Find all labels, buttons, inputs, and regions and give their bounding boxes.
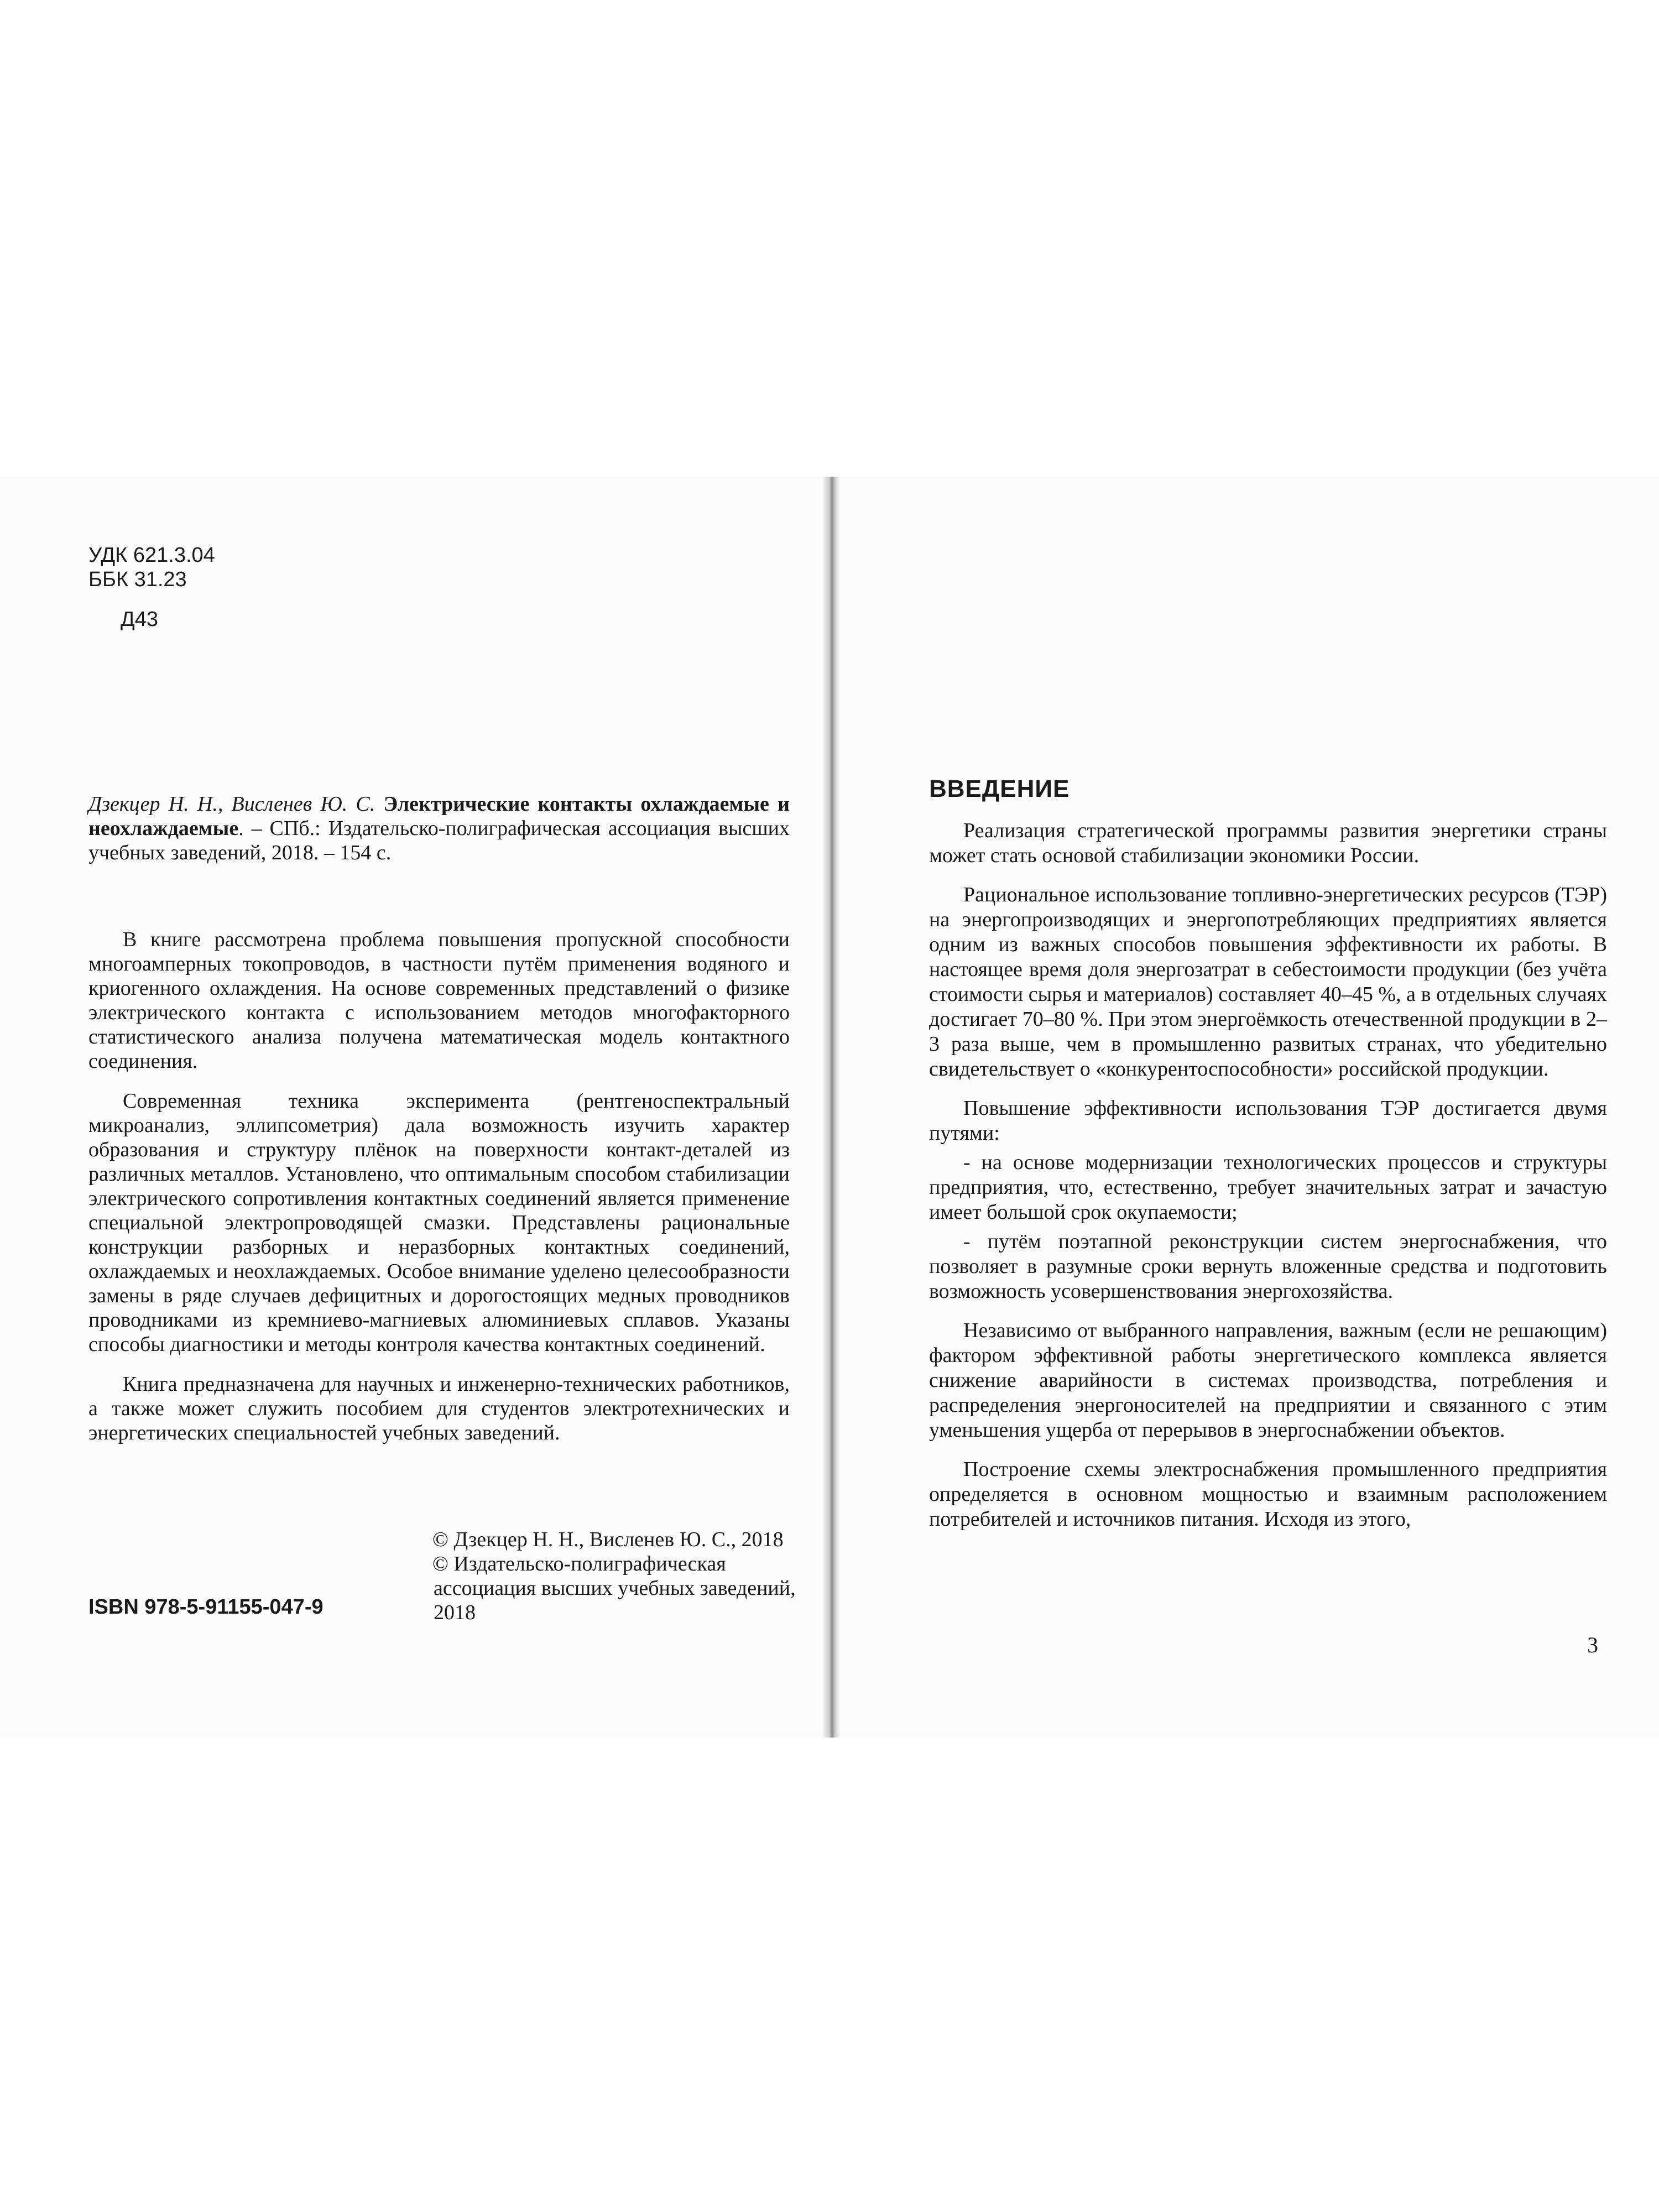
- citation-authors: Дзекцер Н. Н., Висленев Ю. С.: [88, 792, 375, 816]
- copyright-year: 2018: [434, 1601, 476, 1624]
- abstract-paragraph: Книга предназначена для научных и инженерно-технических работников, а также может служить пособием для студентов электротехнических и энергетических специальностей учебных заведений.: [88, 1373, 790, 1444]
- isbn: ISBN 978-5-91155-047-9: [88, 1595, 324, 1619]
- list-item: - на основе модернизации технологических процессов и структуры предприятия, что, естественно, требует значительных затрат и зачастую имеет большой срок окупаемости;: [929, 1151, 1607, 1224]
- body-paragraph: Независимо от выбранного направления, важным (если не решающим) фактором эффективной работы энергетического комплекса является снижение аварийности в системах производства, потребления и распределения энергоносителей на предприятии и связанного с этим уменьшения ущерба от перерывов в энергоснабжении объектов.: [929, 1319, 1607, 1442]
- body-paragraph: Рациональное использование топливно-энергетических ресурсов (ТЭР) на энергопроизводящих и энергопотребляющих предприятиях является одним из важных способов повышения эффективности их работы. В настоящее время доля энергозатрат в себестоимости продукции (без учёта стоимости сырья и материалов) составляет 40–45 %, а в отдельных случаях достигает 70–80 %. При этом энергоёмкость отечественной продукции в 2–3 раза выше, чем в промышленно развитых странах, что убедительно свидетельствует о «конкурентоспособности» российской продукции.: [929, 883, 1607, 1081]
- book-spine: [823, 477, 839, 1738]
- copyright-block: [432, 1527, 797, 1625]
- chapter-heading: ВВЕДЕНИЕ: [929, 775, 1070, 802]
- body-paragraph: Построение схемы электроснабжения промышленного предприятия определяется в основном мощностью и взаимным расположением потребителей и источников питания. Исходя из этого,: [929, 1458, 1607, 1531]
- citation-title: Электрические контакты охлаждаемые и неохлаждаемые: [88, 792, 790, 840]
- chapter-body: [929, 818, 1607, 1546]
- copyright-publisher: © Издательско-полиграфическая: [432, 1552, 726, 1575]
- copyright-authors: © Дзекцер Н. Н., Висленев Ю. С., 2018: [432, 1528, 784, 1551]
- bibliographic-citation: [88, 792, 790, 865]
- body-paragraph: Реализация стратегической программы развития энергетики страны может стать основой стабилизации экономики России.: [929, 819, 1607, 867]
- abstract: [88, 927, 790, 1460]
- bbk-code: ББК 31.23: [88, 568, 187, 591]
- left-page: [0, 477, 823, 1738]
- right-page: [839, 477, 1659, 1738]
- body-paragraph: Повышение эффективности использования ТЭР достигается двумя путями:: [929, 1097, 1607, 1145]
- author-code: Д43: [121, 608, 159, 631]
- copyright-publisher-cont: ассоциация высших учебных заведений,: [434, 1577, 796, 1600]
- udk-code: УДК 621.3.04: [88, 544, 215, 567]
- page-number: 3: [1587, 1632, 1598, 1657]
- citation-publisher: . – СПб.: Издательско-полиграфическая ассоциация высших учебных заведений, 2018. – 154 с.: [88, 817, 790, 864]
- abstract-paragraph: Современная техника эксперимента (рентгеноспектральный микроанализ, эллипсометрия) дала возможность изучить характер образования и структуру плёнок на поверхности контакт-деталей из различных металлов. Установлено, что оптимальным способом стабилизации электрического сопротивления контактных соединений является применение специальной электропроводящей смазки. Представлены рациональные конструкции разборных и неразборных контактных соединений, охлаждаемых и неохлаждаемых. Особое внимание уделено целесообразности замены в ряде случаев дефицитных и дорогостоящих медных проводников проводниками из кремниево-магниевых алюминиевых сплавов. Указаны способы диагностики и методы контроля качества контактных соединений.: [88, 1089, 790, 1356]
- list-item: - путём поэтапной реконструкции систем энергоснабжения, что позволяет в разумные сроки вернуть вложенные средства и подготовить возможность усовершенствования энергохозяйства.: [929, 1230, 1607, 1303]
- abstract-paragraph: В книге рассмотрена проблема повышения пропускной способности многоамперных токопроводов, в частности путём применения водяного и криогенного охлаждения. На основе современных представлений о физике электрического контакта с использованием методов многофакторного статистического анализа получена математическая модель контактного соединения.: [88, 928, 790, 1073]
